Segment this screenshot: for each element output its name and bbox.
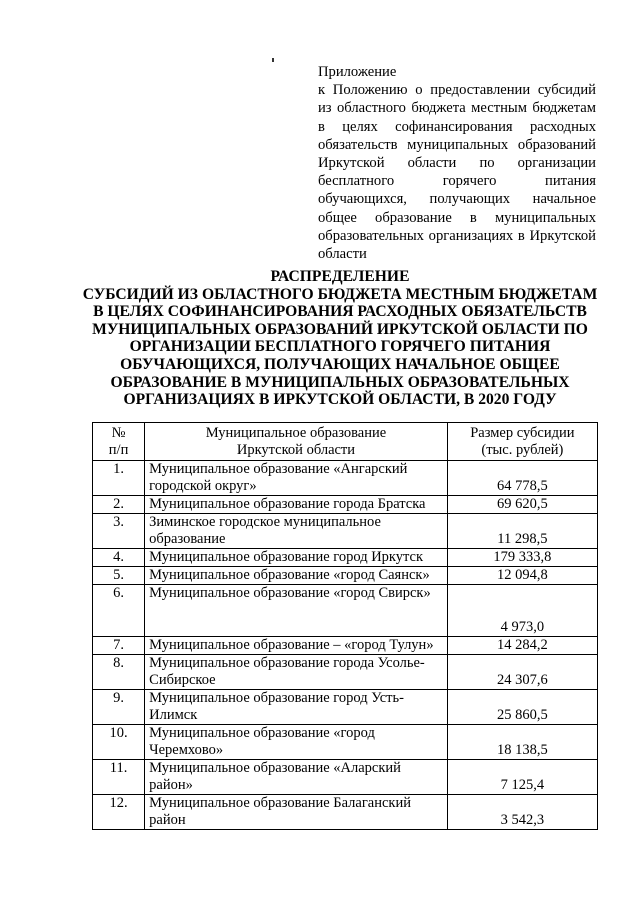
header-num <box>93 423 145 461</box>
header-amount-line1: Размер субсидии <box>470 425 575 441</box>
row-name: Муниципальное образование «город Черемхово» <box>145 725 448 760</box>
row-amount: 14 284,2 <box>447 637 597 655</box>
table-row <box>93 637 598 655</box>
row-amount: 24 307,6 <box>447 655 597 690</box>
row-num: 11. <box>93 760 145 795</box>
row-amount: 18 138,5 <box>447 725 597 760</box>
row-name: Муниципальное образование город Усть-Илимск <box>145 690 448 725</box>
row-num: 2. <box>93 496 145 514</box>
row-num: 6. <box>93 585 145 637</box>
row-amount: 11 298,5 <box>447 514 597 549</box>
table-row <box>93 760 598 795</box>
row-num: 8. <box>93 655 145 690</box>
header-num-line1: № <box>111 425 126 441</box>
table-row <box>93 655 598 690</box>
header-num-line2: п/п <box>108 442 129 458</box>
row-num: 3. <box>93 514 145 549</box>
table-row <box>93 496 598 514</box>
header-amount <box>447 423 597 461</box>
title-line: ОРГАНИЗАЦИЯХ В ИРКУТСКОЙ ОБЛАСТИ, В 2020 ГОДУ <box>123 391 557 409</box>
row-amount: 64 778,5 <box>447 461 597 496</box>
row-amount: 25 860,5 <box>447 690 597 725</box>
row-name: Муниципальное образование города Усолье-Сибирское <box>145 655 448 690</box>
header-name-line1: Муниципальное образование <box>205 425 387 441</box>
row-num: 4. <box>93 549 145 567</box>
table-row <box>93 549 598 567</box>
row-num: 1. <box>93 461 145 496</box>
table-row <box>93 585 598 637</box>
row-name: Зиминское городское муниципальное образование <box>145 514 448 549</box>
table-row <box>93 461 598 496</box>
row-amount: 12 094,8 <box>447 567 597 585</box>
row-amount: 4 973,0 <box>447 585 597 637</box>
table-row <box>93 690 598 725</box>
appendix-note <box>318 63 596 263</box>
row-name: Муниципальное образование города Братска <box>145 496 448 514</box>
row-num: 5. <box>93 567 145 585</box>
title-line: ОБУЧАЮЩИХСЯ, ПОЛУЧАЮЩИХ НАЧАЛЬНОЕ ОБЩЕЕ <box>120 355 560 373</box>
header-amount-line2: (тыс. рублей) <box>481 442 564 458</box>
table-header-row <box>93 423 598 461</box>
row-name: Муниципальное образование «город Саянск» <box>145 567 448 585</box>
scan-speck <box>272 58 274 62</box>
row-amount: 3 542,3 <box>447 795 597 830</box>
header-name-line2: Иркутской области <box>236 442 356 458</box>
table-row <box>93 514 598 549</box>
row-num: 7. <box>93 637 145 655</box>
row-amount: 69 620,5 <box>447 496 597 514</box>
row-name: Муниципальное образование Балаганский район <box>145 795 448 830</box>
document-title <box>60 268 620 409</box>
table-row <box>93 795 598 830</box>
row-amount: 7 125,4 <box>447 760 597 795</box>
row-name: Муниципальное образование «Ангарский городской округ» <box>145 461 448 496</box>
row-name: Муниципальное образование – «город Тулун» <box>145 637 448 655</box>
row-num: 12. <box>93 795 145 830</box>
row-name: Муниципальное образование «город Свирск» <box>145 585 448 637</box>
table-row <box>93 567 598 585</box>
subsidy-table <box>92 422 598 830</box>
title-line: В ЦЕЛЯХ СОФИНАНСИРОВАНИЯ РАСХОДНЫХ ОБЯЗАТЕЛЬСТВ <box>93 303 587 321</box>
table-row <box>93 725 598 760</box>
title-line: РАСПРЕДЕЛЕНИЕ <box>270 268 410 285</box>
title-line: СУБСИДИЙ ИЗ ОБЛАСТНОГО БЮДЖЕТА МЕСТНЫМ БЮДЖЕТАМ <box>82 285 598 303</box>
appendix-text: к Положению о предоставлении субсидий из областного бюджета местным бюджетам в целях софинансирования расходных обязательств муниципальных образований Иркутской области по организации бесплатного горячего питания обучающихся, получающих начальное общее образование в муниципальных образовательных организациях в Иркутской области <box>318 82 596 263</box>
row-name: Муниципальное образование «Аларский район» <box>145 760 448 795</box>
title-line: МУНИЦИПАЛЬНЫХ ОБРАЗОВАНИЙ ИРКУТСКОЙ ОБЛАСТИ ПО <box>92 320 588 338</box>
appendix-heading: Приложение <box>318 64 397 80</box>
row-num: 9. <box>93 690 145 725</box>
row-num: 10. <box>93 725 145 760</box>
row-name: Муниципальное образование город Иркутск <box>145 549 448 567</box>
title-line: ОРГАНИЗАЦИИ БЕСПЛАТНОГО ГОРЯЧЕГО ПИТАНИЯ <box>129 338 551 356</box>
row-amount: 179 333,8 <box>447 549 597 567</box>
header-name <box>145 423 448 461</box>
title-line: ОБРАЗОВАНИЕ В МУНИЦИПАЛЬНЫХ ОБРАЗОВАТЕЛЬНЫХ <box>110 373 570 391</box>
